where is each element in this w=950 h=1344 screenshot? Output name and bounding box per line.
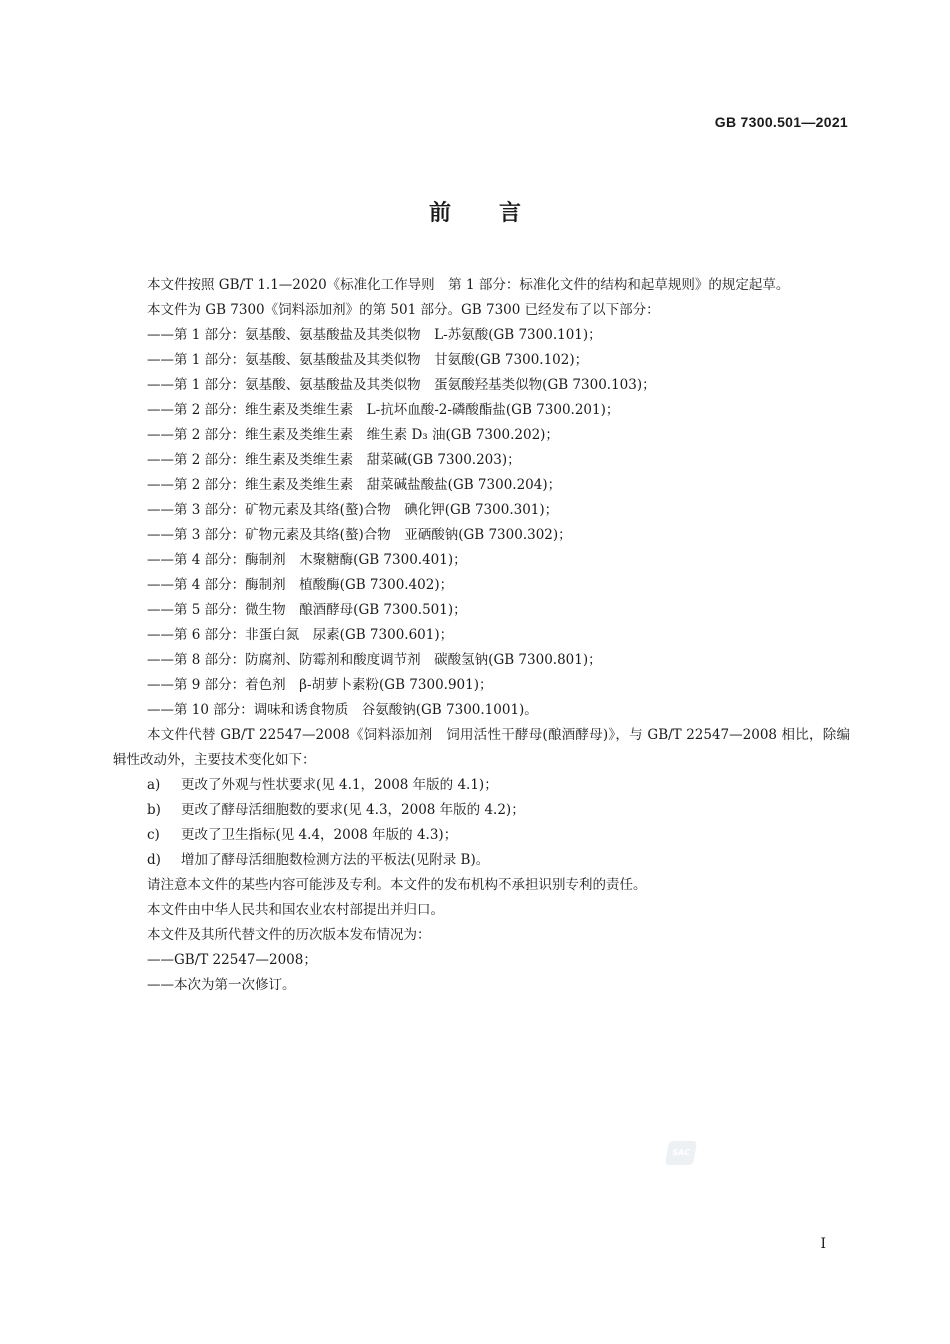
change-label: a) (147, 777, 161, 793)
proposer-statement: 本文件由中华人民共和国农业农村部提出并归口。 (147, 902, 444, 918)
change-label: b) (147, 802, 161, 818)
part-list-item: ——第 3 部分：矿物元素及其络(螯)合物 亚硒酸钠(GB 7300.302)； (147, 527, 572, 543)
intro-paragraph: 本文件按照 GB/T 1.1—2020《标准化工作导则 第 1 部分：标准化文件的结构和起草规则》的规定起草。 (147, 277, 790, 293)
part-list-item: ——第 1 部分：氨基酸、氨基酸盐及其类似物 L-苏氨酸(GB 7300.101)； (147, 327, 602, 343)
patent-notice: 请注意本文件的某些内容可能涉及专利。本文件的发布机构不承担识别专利的责任。 (147, 877, 647, 893)
part-list-item: ——第 2 部分：维生素及类维生素 甜菜碱(GB 7300.203)； (147, 452, 521, 468)
history-intro: 本文件及其所代替文件的历次版本发布情况为： (147, 927, 431, 943)
part-list-item: ——第 8 部分：防腐剂、防霉剂和酸度调节剂 碳酸氢钠(GB 7300.801)； (147, 652, 602, 668)
change-item (113, 798, 850, 823)
part-list-item: ——第 5 部分：微生物 酿酒酵母(GB 7300.501)； (147, 602, 467, 618)
part-list-item: ——第 6 部分：非蛋白氮 尿素(GB 7300.601)； (147, 627, 454, 643)
change-text: 更改了酵母活细胞数的要求(见 4.3，2008 年版的 4.2)； (181, 802, 525, 818)
part-list-item: ——第 4 部分：酶制剂 植酸酶(GB 7300.402)； (147, 577, 454, 593)
part-list-item: ——第 1 部分：氨基酸、氨基酸盐及其类似物 蛋氨酸羟基类似物(GB 7300.103)； (147, 377, 656, 393)
part-list-item: ——第 4 部分：酶制剂 木聚糖酶(GB 7300.401)； (147, 552, 467, 568)
part-list-item: ——第 2 部分：维生素及类维生素 L-抗坏血酸-2-磷酸酯盐(GB 7300.201)； (147, 402, 620, 418)
part-list-item: ——第 2 部分：维生素及类维生素 维生素 D₃ 油(GB 7300.202)； (147, 427, 559, 443)
history-item: ——本次为第一次修订。 (147, 977, 296, 993)
replacement-paragraph: 本文件代替 GB/T 22547—2008《饲料添加剂 饲用活性干酵母(酿酒酵母)》，与 GB/T 22547—2008 相比，除编辑性改动外，主要技术变化如下： (113, 727, 850, 768)
foreword-body (113, 273, 850, 998)
part-list-item: ——第 2 部分：维生素及类维生素 甜菜碱盐酸盐(GB 7300.204)； (147, 477, 562, 493)
part-list-item: ——第 9 部分：着色剂 β-胡萝卜素粉(GB 7300.901)； (147, 677, 493, 693)
change-item (113, 848, 850, 873)
change-text: 增加了酵母活细胞数检测方法的平板法(见附录 B)。 (181, 852, 490, 868)
change-label: c) (147, 827, 160, 843)
change-text: 更改了卫生指标(见 4.4，2008 年版的 4.3)； (181, 827, 458, 843)
part-list-item: ——第 3 部分：矿物元素及其络(螯)合物 碘化钾(GB 7300.301)； (147, 502, 559, 518)
page-title: 前言 (428, 201, 569, 226)
change-item (113, 823, 850, 848)
history-item: ——GB/T 22547—2008； (147, 952, 317, 968)
change-item (113, 773, 850, 798)
change-text: 更改了外观与性状要求(见 4.1，2008 年版的 4.1)； (181, 777, 498, 793)
part-list-item: ——第 1 部分：氨基酸、氨基酸盐及其类似物 甘氨酸(GB 7300.102)； (147, 352, 589, 368)
document-code: GB 7300.501—2021 (714, 114, 848, 130)
intro-paragraph: 本文件为 GB 7300《饲料添加剂》的第 501 部分。GB 7300 已经发布了以下部分： (147, 302, 660, 318)
sac-watermark-logo: SAC (665, 1141, 697, 1165)
page-number: I (820, 1236, 826, 1252)
change-label: d) (147, 852, 161, 868)
part-list-item: ——第 10 部分：调味和诱食物质 谷氨酸钠(GB 7300.1001)。 (147, 702, 538, 718)
